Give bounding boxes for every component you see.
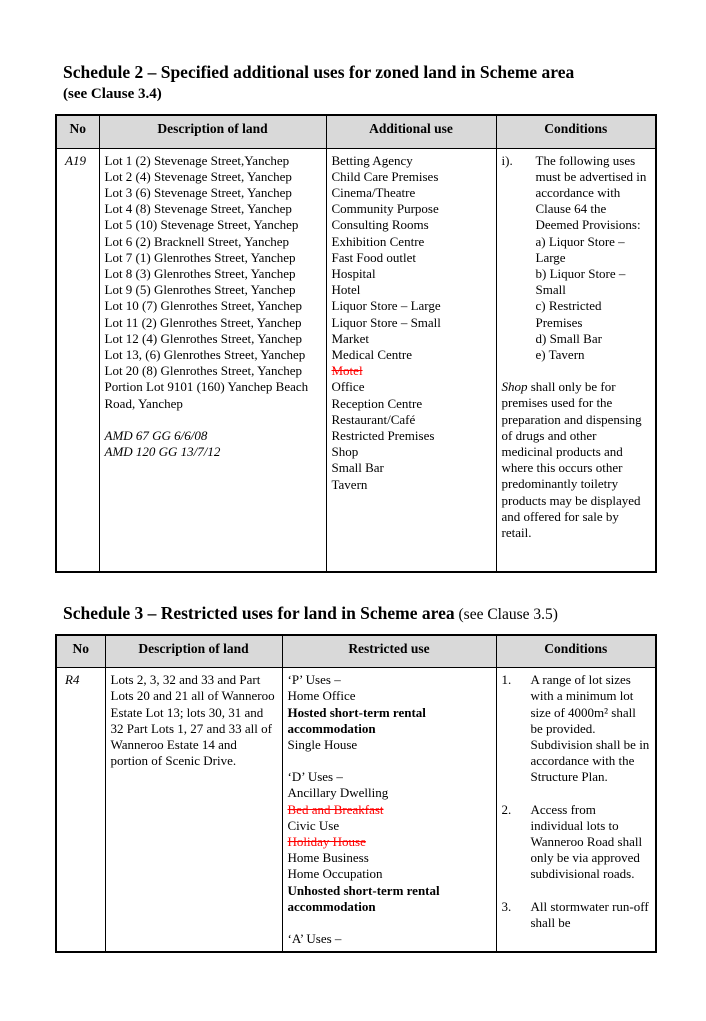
amendment-note: AMD 120 GG 13/7/12 [104,443,221,459]
schedule2-title: Schedule 2 – Specified additional uses for zoned land in Scheme area [63,62,575,82]
condition-item [502,899,651,931]
column-header-no: No [56,115,99,148]
row-no: A19 [56,148,99,572]
land-description-cell [105,668,282,953]
additional-use-item: Hospital [331,265,376,281]
land-description-line: Lot 13, (6) Glenrothes Street, Yanchep [104,346,306,362]
land-description-line: Lot 11 (2) Glenrothes Street, Yanchep [104,314,302,330]
condition-sub-item: d) Small Bar [535,330,602,346]
additional-use-item: Reception Centre [331,395,423,411]
restricted-use-item-bold: Hosted short-term rental accommodation [287,704,426,736]
document-content [55,62,655,953]
additional-use-item: Small Bar [331,460,384,476]
column-header-restricted-use: Restricted use [282,635,496,668]
land-description-line: Lot 8 (3) Glenrothes Street, Yanchep [104,265,296,281]
restricted-use-item: Home Occupation [287,866,383,882]
condition-text: A range of lot sizes with a minimum lot size of 4000m² shall be provided. Subdivision shall be in accordance with the Structure Plan. [530,672,650,785]
conditions-cell [496,148,656,572]
column-header-description: Description of land [99,115,326,148]
condition-number: 1. [501,672,512,688]
a-uses-group [288,931,491,947]
column-header-conditions: Conditions [496,115,656,148]
blank-line [502,363,651,379]
column-header-no: No [56,635,105,668]
land-description-line: Portion Lot 9101 (160) Yanchep Beach Road, Yanchep [104,379,309,411]
restricted-use-heading: ‘A’ Uses – [287,930,342,946]
restricted-use-item-struck: Holiday House [287,833,366,849]
additional-use-item: Tavern [331,476,368,492]
column-header-description: Description of land [105,635,282,668]
condition-sub-item: c) Restricted Premises [535,298,602,330]
additional-use-item: Market [331,330,370,346]
additional-use-item: Restricted Premises [331,427,435,443]
schedule3-title-bold: Schedule 3 – Restricted uses for land in Scheme area [63,603,455,623]
shop-note [502,379,651,541]
restricted-use-cell [282,668,496,953]
restricted-use-item: Ancillary Dwelling [287,785,389,801]
land-description-cell [99,148,326,572]
additional-use-item: Liquor Store – Large [331,298,441,314]
amendment-note: AMD 67 GG 6/6/08 [104,427,208,443]
land-description-line: Lot 12 (4) Glenrothes Street, Yanchep [104,330,302,346]
condition-item-marker: i). [501,152,513,168]
land-description-line: Lot 5 (10) Stevenage Street, Yanchep [104,217,299,233]
restricted-use-item: Single House [287,736,358,752]
restricted-use-heading: ‘P’ Uses – [287,672,341,688]
additional-use-item: Office [331,379,365,395]
additional-use-item: Child Care Premises [331,168,439,184]
conditions-cell [496,668,656,953]
row-no: R4 [56,668,105,953]
schedule3-header-row [56,635,656,668]
land-description-line: Lot 1 (2) Stevenage Street,Yanchep [104,152,290,168]
restricted-use-item-bold: Unhosted short-term rental accommodation [287,882,440,914]
condition-sub-item: b) Liquor Store – Small [535,265,626,298]
schedule3-title-clause: (see Clause 3.5) [454,606,558,623]
condition-item-body [536,153,651,364]
land-description-line: Lot 9 (5) Glenrothes Street, Yanchep [104,282,296,298]
condition-item-text: The following uses must be advertised in accordance with Clause 64 the Deemed Provisions: [535,152,647,233]
condition-number: 3. [501,898,512,914]
schedule2-row-a19 [56,148,656,572]
land-description-line: Lot 3 (6) Stevenage Street, Yanchep [104,184,292,200]
restricted-use-item-struck: Bed and Breakfast [287,801,384,817]
condition-sub-item: a) Liquor Store – Large [535,233,625,265]
land-description-line: Lot 4 (8) Stevenage Street, Yanchep [104,201,292,217]
land-description-line: Lot 7 (1) Glenrothes Street, Yanchep [104,249,296,265]
schedule2-subtitle: (see Clause 3.4) [63,86,162,102]
condition-sub-item: e) Tavern [535,346,585,362]
condition-text: Access from individual lots to Wanneroo Road shall only be via approved subdivisional roads. [530,801,643,882]
additional-use-item: Liquor Store – Small [331,314,441,330]
condition-number: 2. [501,801,512,817]
d-uses-group [288,769,491,915]
land-description-line: Lot 10 (7) Glenrothes Street, Yanchep [104,298,302,314]
additional-use-item: Shop [331,444,359,460]
land-description-line: Lot 20 (8) Glenrothes Street, Yanchep [104,363,302,379]
schedule3-title [55,603,655,625]
additional-use-item: Exhibition Centre [331,233,425,249]
schedule3-table [55,634,657,954]
restricted-use-heading: ‘D’ Uses – [287,769,343,785]
land-description-line: Lot 2 (4) Stevenage Street, Yanchep [104,168,292,184]
additional-use-item: Consulting Rooms [331,217,429,233]
schedule3-row-r4 [56,668,656,953]
additional-use-cell [326,148,496,572]
additional-use-item-struck: Motel [331,363,363,379]
restricted-use-item: Civic Use [287,817,340,833]
additional-use-item: Restaurant/Café [331,411,416,427]
condition-item [502,802,651,883]
additional-use-item: Fast Food outlet [331,249,417,265]
column-header-additional-use: Additional use [326,115,496,148]
additional-use-item: Betting Agency [331,152,413,168]
additional-use-item: Medical Centre [331,346,412,362]
column-header-conditions: Conditions [496,635,656,668]
land-description-text: Lots 2, 3, 32 and 33 and Part Lots 20 and 21 all of Wanneroo Estate Lot 13; lots 30, 31 and 32 Part Lots 1, 27 and 33 all of Wanneroo Estate 14 and portion of Scenic Drive. [110,672,275,769]
additional-use-item: Hotel [331,282,361,298]
condition-text: All stormwater run-off shall be [530,898,649,930]
schedule2-table [55,114,657,573]
blank-line [105,412,321,428]
land-description-line: Lot 6 (2) Bracknell Street, Yanchep [104,233,289,249]
p-uses-group [288,672,491,753]
additional-use-item: Cinema/Theatre [331,184,416,200]
condition-item [502,153,651,364]
shop-note-rest: shall only be for premises used for the preparation and dispensing of drugs and other medicinal products and where this occurs other predominantly toiletry products may be displayed and offered for sale by retail. [501,379,642,540]
additional-use-item: Community Purpose [331,201,439,217]
condition-item [502,672,651,785]
shop-note-lead: Shop [501,379,528,395]
restricted-use-item: Home Office [287,688,356,704]
restricted-use-item: Home Business [287,850,369,866]
schedule2-header-row [56,115,656,148]
